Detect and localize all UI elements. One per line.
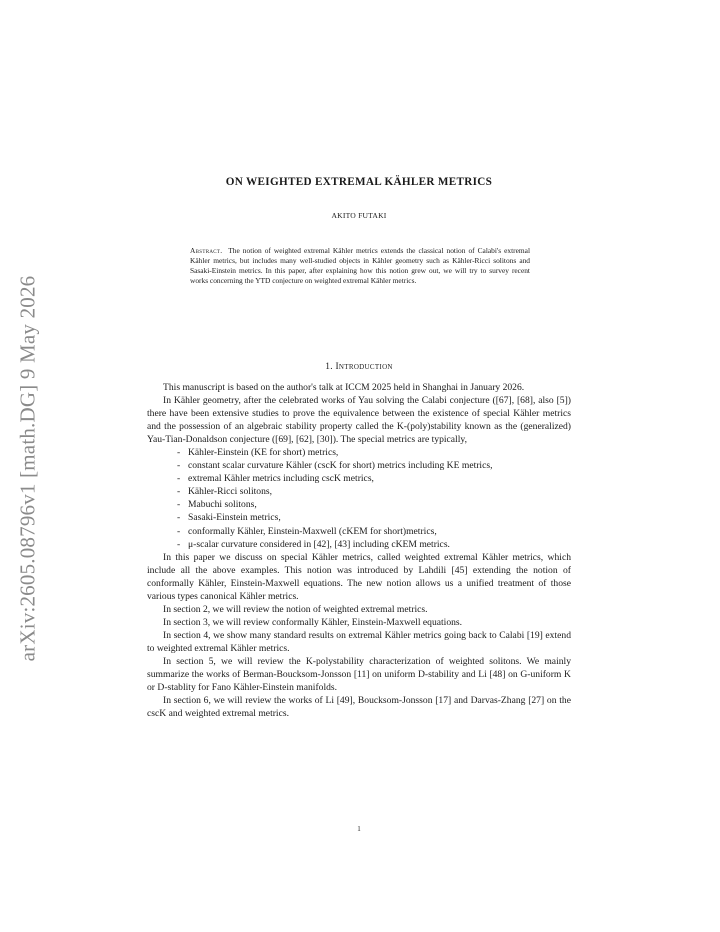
paragraph: In section 5, we will review the K-polystability characterization of weighted solitons. We mainly summarize the works of Berman-Boucksom-Jonsson [11] on uniform D-stability and Li [48] on G-uniform K or D-stablity for Fano Kähler-Einstein manifolds.	[147, 655, 571, 694]
abstract-label: Abstract.	[190, 246, 223, 255]
list-item: - Kähler-Ricci solitons,	[177, 486, 273, 498]
section-body	[147, 381, 571, 720]
page-number: 1	[357, 825, 361, 833]
special-metrics-list	[147, 446, 571, 550]
list-item: - Kähler-Einstein (KE for short) metrics,	[177, 447, 339, 459]
abstract-text: The notion of weighted extremal Kähler metrics extends the classical notion of Calabi's extremal Kähler metrics, but includes many well-studied objects in Kähler geometry such as Kähler-Ricci solitons and Sasaki-Einstein metrics. In this paper, after explaining how this notion grew out, we will try to survey recent works concerning the YTD conjecture on weighted extremal Kähler metrics.	[190, 246, 530, 286]
paper-title: ON WEIGHTED EXTREMAL KÄHLER METRICS	[225, 176, 493, 188]
abstract-block	[190, 246, 530, 286]
list-item: - Sasaki-Einstein metrics,	[177, 512, 281, 524]
arxiv-identifier-text: arXiv:2605.08796v1 [math.DG] 9 May 2026	[15, 275, 40, 661]
arxiv-identifier-stamp	[12, 258, 44, 678]
list-item: - μ-scalar curvature considered in [42], [43] including cKEM metrics.	[177, 538, 450, 550]
list-item: - Mabuchi solitons,	[177, 499, 257, 511]
section-number: 1.	[325, 362, 333, 372]
paragraph: In section 4, we show many standard results on extremal Kähler metrics going back to Calabi [19] extend to weighted extremal Kähler metrics.	[147, 629, 571, 654]
list-item: - conformally Kähler, Einstein-Maxwell (cKEM for short)metrics,	[177, 525, 437, 537]
paragraph: In Kähler geometry, after the celebrated works of Yau solving the Calabi conjecture ([67], [68], also [5]) there have been extensive studies to prove the equivalence between the existence of special Kähler metrics and the possession of an algebraic stability property called the K-(poly)stability known as the (generalized) Yau-Tian-Donaldson conjecture ([69], [62], [30]). The special metrics are typically,	[147, 395, 571, 446]
list-item: - extremal Kähler metrics including cscK metrics,	[177, 473, 374, 485]
paragraph: In this paper we discuss on special Kähler metrics, called weighted extremal Kähler metrics, which include all the above examples. This notion was introduced by Lahdili [45] extending the notion of conformally Kähler, Einstein-Maxwell equations. The new notion allows us a unified treatment of those various types canonical Kähler metrics.	[147, 551, 571, 602]
paragraph: In section 6, we will review the works of Li [49], Boucksom-Jonsson [17] and Darvas-Zhang [27] on the cscK and weighted extremal metrics.	[147, 695, 571, 720]
section-heading	[147, 362, 571, 372]
list-item: - constant scalar curvature Kähler (cscK for short) metrics including KE metrics,	[177, 460, 493, 472]
paragraph: This manuscript is based on the author's talk at ICCM 2025 held in Shanghai in January 2026.	[163, 382, 525, 393]
section-title: Introduction	[335, 362, 393, 372]
paragraph: In section 3, we will review conformally Kähler, Einstein-Maxwell equations.	[163, 616, 463, 628]
paragraph: In section 2, we will review the notion of weighted extremal metrics.	[163, 603, 428, 615]
paper-author: AKITO FUTAKI	[331, 211, 387, 220]
